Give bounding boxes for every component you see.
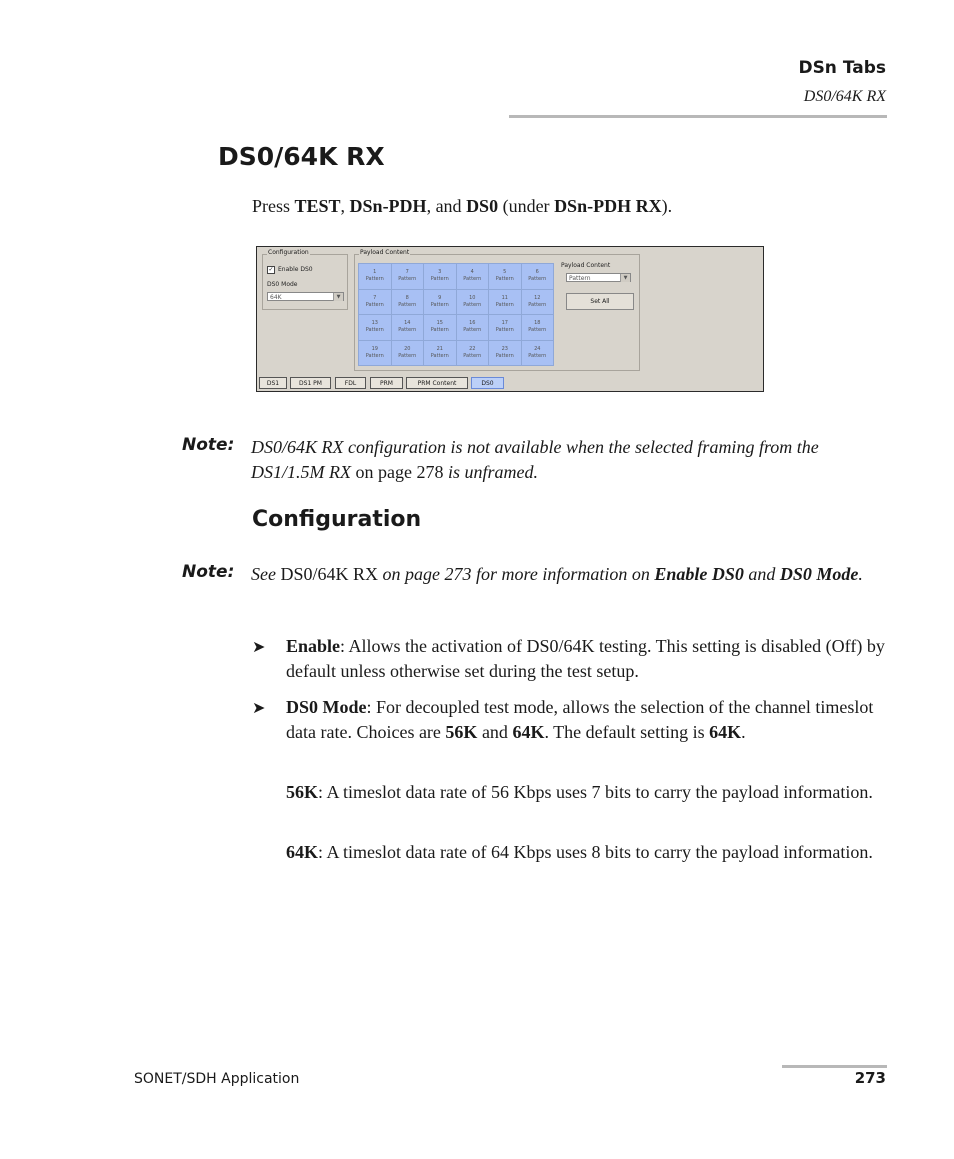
- payload-content-group-label: Payload Content: [360, 249, 410, 256]
- timeslot-number: 5: [503, 269, 507, 276]
- timeslot-cell[interactable]: [522, 341, 554, 366]
- timeslot-pattern: Pattern: [463, 352, 482, 359]
- timeslot-number: 18: [534, 320, 541, 327]
- timeslot-pattern: Pattern: [398, 327, 417, 334]
- timeslot-pattern: Pattern: [495, 352, 514, 359]
- timeslot-pattern: Pattern: [430, 327, 449, 334]
- timeslot-cell[interactable]: [359, 315, 391, 340]
- configuration-group-label: Configuration: [268, 249, 309, 256]
- page-title: DS0/64K RX: [218, 142, 385, 171]
- payload-content-value: Pattern: [569, 275, 591, 282]
- bullet-arrow-icon: ➤: [252, 700, 266, 717]
- timeslot-pattern: Pattern: [430, 276, 449, 283]
- enable-ds0-checkbox[interactable]: ✓: [268, 266, 274, 273]
- tab-strip: [259, 377, 759, 390]
- timeslot-cell[interactable]: [392, 315, 424, 340]
- intro-paragraph: Press TEST, DSn-PDH, and DS0 (under DSn-PDH RX).: [252, 196, 673, 216]
- tab-fdl[interactable]: FDL: [335, 377, 366, 389]
- running-header-subsection: DS0/64K RX: [803, 88, 886, 105]
- timeslot-number: 6: [535, 269, 539, 276]
- bullet-arrow-icon: ➤: [252, 639, 266, 656]
- payload-content-label: Payload Content: [561, 262, 611, 269]
- ds0-mode-select[interactable]: [267, 292, 344, 301]
- timeslot-number: 7: [405, 269, 409, 276]
- timeslot-cell[interactable]: [489, 264, 521, 289]
- timeslot-number: 13: [371, 320, 378, 327]
- footer-manual-title: SONET/SDH Application: [134, 1071, 300, 1087]
- running-header-section: DSn Tabs: [798, 58, 886, 78]
- timeslot-number: 7: [373, 294, 377, 301]
- timeslot-pattern: Pattern: [528, 276, 547, 283]
- rate-56k-description: 56K: A timeslot data rate of 56 Kbps uses 7 bits to carry the payload information.: [286, 782, 873, 802]
- timeslot-number: 9: [438, 294, 442, 301]
- timeslot-pattern: Pattern: [365, 352, 384, 359]
- note-label: Note:: [182, 435, 235, 455]
- rate-64k-description: 64K: A timeslot data rate of 64 Kbps uses 8 bits to carry the payload information.: [286, 842, 873, 862]
- timeslot-pattern: Pattern: [430, 352, 449, 359]
- timeslot-pattern: Pattern: [528, 301, 547, 308]
- timeslot-number: 1: [373, 269, 377, 276]
- timeslot-cell[interactable]: [457, 315, 489, 340]
- timeslot-number: 22: [469, 345, 476, 352]
- timeslot-number: 16: [469, 320, 476, 327]
- timeslot-cell[interactable]: [522, 264, 554, 289]
- timeslot-number: 8: [405, 294, 409, 301]
- timeslot-pattern: Pattern: [463, 301, 482, 308]
- chevron-down-icon: ▼: [620, 274, 630, 282]
- timeslot-pattern: Pattern: [495, 301, 514, 308]
- ds0-screenshot: [256, 246, 764, 392]
- timeslot-number: 14: [404, 320, 411, 327]
- note-label: Note:: [182, 562, 235, 582]
- timeslot-number: 12: [534, 294, 541, 301]
- timeslot-pattern: Pattern: [398, 301, 417, 308]
- timeslot-cell[interactable]: [522, 290, 554, 315]
- tab-ds0[interactable]: DS0: [471, 377, 504, 389]
- timeslot-grid: [358, 263, 554, 366]
- timeslot-number: 24: [534, 345, 541, 352]
- timeslot-number: 3: [438, 269, 442, 276]
- timeslot-cell[interactable]: [392, 264, 424, 289]
- timeslot-pattern: Pattern: [398, 352, 417, 359]
- bullet-ds0-mode: DS0 Mode: For decoupled test mode, allows the selection of the channel timeslot data rate. Choices are 56K and 64K. The default setting is 64K.: [286, 697, 874, 742]
- timeslot-pattern: Pattern: [528, 352, 547, 359]
- page-number: 273: [854, 1069, 886, 1087]
- timeslot-number: 11: [501, 294, 508, 301]
- timeslot-cell[interactable]: [392, 341, 424, 366]
- timeslot-cell[interactable]: [359, 290, 391, 315]
- timeslot-number: 19: [371, 345, 378, 352]
- timeslot-pattern: Pattern: [495, 327, 514, 334]
- timeslot-cell[interactable]: [522, 315, 554, 340]
- timeslot-cell[interactable]: [489, 290, 521, 315]
- configuration-heading: Configuration: [252, 507, 422, 532]
- set-all-button[interactable]: Set All: [566, 293, 634, 310]
- timeslot-number: 23: [501, 345, 508, 352]
- timeslot-number: 20: [404, 345, 411, 352]
- header-rule: [509, 115, 887, 118]
- timeslot-cell[interactable]: [489, 341, 521, 366]
- timeslot-cell[interactable]: [489, 315, 521, 340]
- timeslot-cell[interactable]: [424, 341, 456, 366]
- timeslot-cell[interactable]: [359, 264, 391, 289]
- timeslot-pattern: Pattern: [398, 276, 417, 283]
- tab-ds1[interactable]: DS1: [259, 377, 287, 389]
- timeslot-cell[interactable]: [424, 315, 456, 340]
- timeslot-cell[interactable]: [457, 290, 489, 315]
- timeslot-cell[interactable]: [424, 290, 456, 315]
- timeslot-cell[interactable]: [424, 264, 456, 289]
- note-unframed: DS0/64K RX configuration is not available when the selected framing from the DS1/1.5M RX on page 278 is unframed.: [251, 437, 819, 482]
- timeslot-pattern: Pattern: [430, 301, 449, 308]
- configuration-group: [262, 249, 348, 310]
- enable-ds0-label: Enable DS0: [278, 266, 313, 273]
- ds0-mode-value: 64K: [270, 294, 282, 301]
- chevron-down-icon: ▼: [333, 293, 343, 301]
- bullet-enable: Enable: Allows the activation of DS0/64K testing. This setting is disabled (Off) by default unless otherwise set during the test setup.: [286, 636, 885, 681]
- tab-prm-content[interactable]: PRM Content: [406, 377, 468, 389]
- timeslot-number: 4: [470, 269, 474, 276]
- timeslot-pattern: Pattern: [365, 301, 384, 308]
- timeslot-pattern: Pattern: [365, 276, 384, 283]
- timeslot-number: 15: [436, 320, 443, 327]
- tab-ds1-pm[interactable]: DS1 PM: [290, 377, 331, 389]
- timeslot-pattern: Pattern: [495, 276, 514, 283]
- timeslot-cell[interactable]: [457, 264, 489, 289]
- timeslot-pattern: Pattern: [528, 327, 547, 334]
- note-see-also: See DS0/64K RX on page 273 for more information on Enable DS0 and DS0 Mode.: [251, 564, 863, 584]
- ds0-mode-label: DS0 Mode: [267, 281, 298, 288]
- timeslot-pattern: Pattern: [463, 327, 482, 334]
- timeslot-number: 17: [501, 320, 508, 327]
- footer-rule: [782, 1065, 887, 1068]
- timeslot-cell[interactable]: [392, 290, 424, 315]
- payload-content-select[interactable]: [566, 273, 631, 282]
- timeslot-number: 10: [469, 294, 476, 301]
- timeslot-number: 21: [436, 345, 443, 352]
- timeslot-cell[interactable]: [457, 341, 489, 366]
- timeslot-cell[interactable]: [359, 341, 391, 366]
- timeslot-pattern: Pattern: [365, 327, 384, 334]
- timeslot-pattern: Pattern: [463, 276, 482, 283]
- tab-prm[interactable]: PRM: [370, 377, 403, 389]
